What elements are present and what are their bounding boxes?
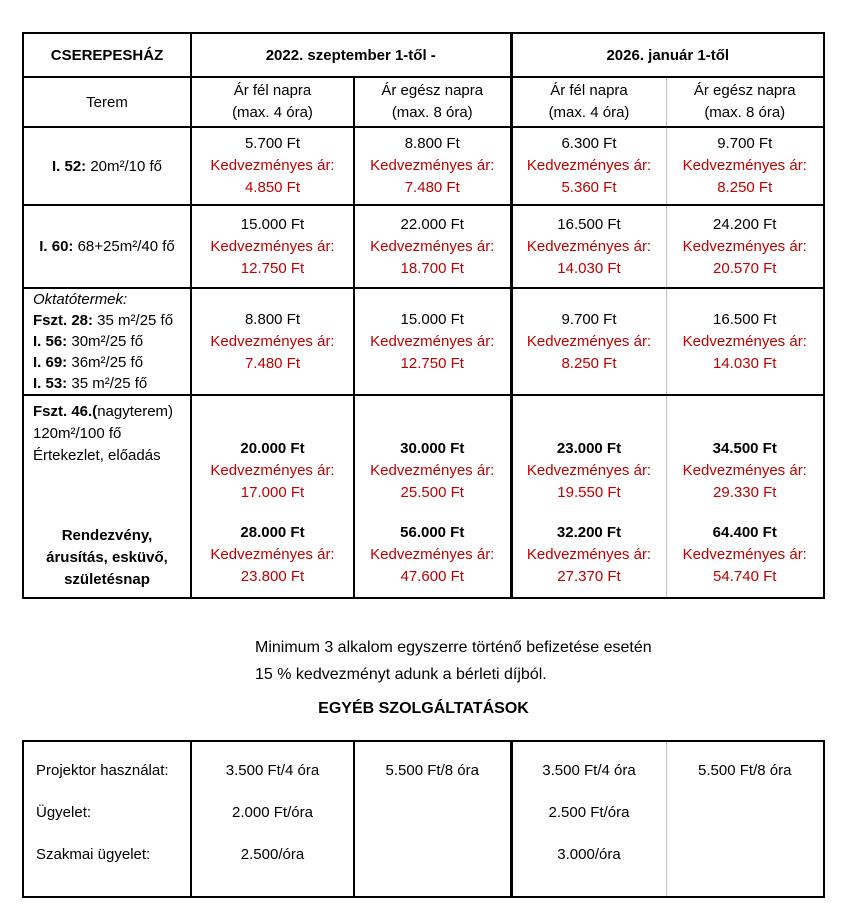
- price-normal: 15.000 Ft: [240, 215, 305, 233]
- price-discounted: 17.000 Ft: [240, 483, 305, 501]
- event-price-block: [667, 522, 824, 588]
- price-discounted: 12.750 Ft: [240, 259, 305, 277]
- header-line: (max. 4 óra): [232, 104, 313, 121]
- service-price: 2.500/óra: [240, 846, 305, 863]
- room-spec: nagyterem): [97, 403, 174, 420]
- price-normal: 28.000 Ft: [240, 523, 305, 541]
- column-header-row: [23, 77, 824, 127]
- room-size: 120m²/100 fő: [33, 425, 122, 442]
- price-table: [22, 32, 825, 599]
- services-section-title: EGYÉB SZOLGÁLTATÁSOK: [318, 700, 529, 717]
- services-2026-half-cell: [511, 741, 666, 897]
- discount-label: Kedvezményes ár:: [370, 332, 495, 350]
- room-group-title: Oktatótermek:: [33, 291, 128, 308]
- price-cell: [191, 395, 354, 598]
- service-label: Projektor használat:: [36, 762, 169, 779]
- price-discounted: 7.480 Ft: [244, 354, 301, 372]
- discount-label: Kedvezményes ár:: [682, 157, 807, 174]
- price-discounted: 4.850 Ft: [244, 179, 301, 196]
- room-row-nagyterem: [23, 395, 824, 598]
- price-normal: 20.000 Ft: [240, 439, 305, 457]
- price-discounted: 8.250 Ft: [561, 354, 617, 372]
- price-normal: 8.800 Ft: [404, 135, 460, 152]
- period-2022: 2022. szeptember 1-től -: [265, 46, 436, 64]
- price-normal: 16.500 Ft: [713, 310, 777, 328]
- price-normal: 64.400 Ft: [712, 523, 777, 541]
- room-line: [33, 310, 190, 331]
- price-discounted: 14.030 Ft: [713, 354, 777, 372]
- discount-label: Kedvezményes ár:: [370, 157, 495, 174]
- price-cell: [511, 127, 666, 205]
- discount-note: [255, 634, 652, 688]
- price-discounted: 25.500 Ft: [400, 483, 464, 501]
- room-label-nagyterem: [23, 395, 191, 598]
- discount-label: Kedvezményes ár:: [370, 545, 495, 563]
- discount-label: Kedvezményes ár:: [210, 545, 335, 563]
- meeting-price-block: [513, 438, 666, 504]
- room-spec: 30m²/25 fő: [67, 333, 144, 350]
- discount-label: Kedvezményes ár:: [210, 157, 335, 174]
- price-cell: [666, 288, 824, 395]
- services-label-cell: [23, 741, 191, 897]
- services-2022-full-cell: [354, 741, 511, 897]
- price-normal: 8.800 Ft: [244, 310, 301, 328]
- price-discounted: 27.370 Ft: [557, 567, 621, 585]
- price-cell: [354, 127, 511, 205]
- service-price: 3.500 Ft/4 óra: [225, 762, 320, 779]
- price-cell: [191, 288, 354, 395]
- price-normal: 9.700 Ft: [717, 135, 773, 152]
- price-discounted: 54.740 Ft: [713, 567, 777, 585]
- header-2026-half-day: [511, 77, 666, 127]
- header-2022-full-day: [354, 77, 511, 127]
- price-normal: 9.700 Ft: [561, 310, 617, 328]
- room-spec: 20m²/10 fő: [86, 157, 163, 175]
- price-normal: 6.300 Ft: [561, 135, 617, 152]
- price-normal: 15.000 Ft: [400, 310, 464, 328]
- discount-label: Kedvezményes ár:: [526, 157, 652, 174]
- price-cell: [511, 288, 666, 395]
- note-line-1: Minimum 3 alkalom egyszerre történő befizetése esetén: [255, 639, 652, 656]
- room-header: Terem: [86, 93, 128, 111]
- price-normal: 32.200 Ft: [556, 523, 622, 541]
- price-discounted: 23.800 Ft: [240, 567, 305, 585]
- header-line: Ár egész napra: [381, 82, 484, 99]
- header-line: Ár fél napra: [233, 82, 312, 99]
- price-cell: [354, 205, 511, 288]
- room-id: Fszt. 46.(: [33, 403, 98, 420]
- price-discounted: 7.480 Ft: [404, 179, 460, 196]
- room-id: Fszt. 28:: [33, 312, 94, 329]
- price-cell: [191, 127, 354, 205]
- room-line: [33, 373, 190, 394]
- header-line: (max. 4 óra): [548, 104, 630, 121]
- price-normal: 30.000 Ft: [400, 439, 465, 457]
- room-spec: 35 m²/25 fő: [67, 375, 148, 392]
- room-spec: 35 m²/25 fő: [93, 312, 174, 329]
- price-discounted: 12.750 Ft: [400, 354, 464, 372]
- service-price: 3.000/óra: [557, 846, 621, 863]
- room-id: I. 69:: [33, 354, 68, 371]
- discount-label: Kedvezményes ár:: [370, 461, 495, 479]
- header-2026-full-day: [666, 77, 824, 127]
- meeting-price-block: [355, 438, 510, 504]
- period-2022-cell: [191, 33, 511, 77]
- meeting-price-block: [192, 438, 353, 504]
- price-discounted: 14.030 Ft: [557, 259, 621, 277]
- service-price: 3.500 Ft/4 óra: [542, 762, 636, 779]
- discount-label: Kedvezményes ár:: [682, 461, 807, 479]
- note-line-2: 15 % kedvezményt adunk a bérleti díjból.: [255, 666, 547, 683]
- price-normal: 5.700 Ft: [244, 135, 301, 152]
- price-cell: [191, 205, 354, 288]
- room-row-oktatotermek: [23, 288, 824, 395]
- discount-label: Kedvezményes ár:: [370, 237, 495, 255]
- room-spec: 36m²/25 fő: [67, 354, 144, 371]
- event-price-block: [355, 522, 510, 588]
- title-row: [23, 33, 824, 77]
- room-use-event: [24, 525, 190, 591]
- price-cell: [666, 395, 824, 598]
- services-2026-full-cell: [666, 741, 824, 897]
- price-discounted: 20.570 Ft: [713, 259, 777, 277]
- room-line: [33, 401, 190, 423]
- room-description: [24, 401, 190, 467]
- service-price: 2.500 Ft/óra: [548, 804, 630, 821]
- room-line: [33, 331, 190, 352]
- discount-label: Kedvezményes ár:: [526, 237, 652, 255]
- price-normal: 24.200 Ft: [713, 215, 777, 233]
- discount-label: Kedvezményes ár:: [210, 237, 335, 255]
- room-row-i52: [23, 127, 824, 205]
- price-discounted: 47.600 Ft: [400, 567, 464, 585]
- room-id: I. 52:: [51, 157, 87, 175]
- org-title: CSEREPESHÁZ: [50, 46, 164, 64]
- price-discounted: 8.250 Ft: [717, 179, 773, 196]
- service-price: 5.500 Ft/8 óra: [698, 762, 792, 779]
- event-price-block: [513, 522, 666, 588]
- event-price-block: [192, 522, 353, 588]
- room-id: I. 56:: [33, 333, 68, 350]
- room-line: [33, 352, 190, 373]
- price-discounted: 29.330 Ft: [713, 483, 777, 501]
- price-cell: [511, 395, 666, 598]
- services-row: [23, 741, 824, 897]
- service-price: 2.000 Ft/óra: [232, 804, 313, 821]
- discount-label: Kedvezményes ár:: [210, 461, 335, 479]
- price-normal: 56.000 Ft: [400, 523, 465, 541]
- room-spec: 68+25m²/40 fő: [73, 238, 175, 255]
- room-id: I. 60:: [39, 238, 74, 255]
- period-2026-cell: [511, 33, 824, 77]
- service-label: Szakmai ügyelet:: [36, 846, 151, 863]
- room-label-i60: [23, 205, 191, 288]
- price-normal: 34.500 Ft: [712, 439, 777, 457]
- discount-label: Kedvezményes ár:: [210, 332, 335, 350]
- service-label: Ügyelet:: [36, 804, 92, 821]
- header-line: (max. 8 óra): [391, 104, 473, 121]
- meeting-price-block: [667, 438, 824, 504]
- header-line: Ár fél napra: [550, 82, 628, 99]
- price-normal: 16.500 Ft: [557, 215, 621, 233]
- event-label-line: Rendezvény,: [61, 527, 153, 544]
- price-normal: 22.000 Ft: [400, 215, 464, 233]
- price-normal: 23.000 Ft: [556, 439, 622, 457]
- discount-label: Kedvezményes ár:: [526, 461, 652, 479]
- price-discounted: 19.550 Ft: [557, 483, 621, 501]
- price-cell: [354, 395, 511, 598]
- room-label-i52: [23, 127, 191, 205]
- service-price: 5.500 Ft/8 óra: [385, 762, 479, 779]
- price-cell: [666, 127, 824, 205]
- header-line: Ár egész napra: [693, 82, 796, 99]
- discount-label: Kedvezményes ár:: [526, 545, 652, 563]
- period-2026: 2026. január 1-től: [606, 46, 730, 64]
- event-label-line: születésnap: [64, 571, 150, 588]
- room-label-oktatotermek: [23, 288, 191, 395]
- price-discounted: 5.360 Ft: [561, 179, 617, 196]
- room-row-i60: [23, 205, 824, 288]
- room-id: I. 53:: [33, 375, 68, 392]
- org-title-cell: [23, 33, 191, 77]
- header-2022-half-day: [191, 77, 354, 127]
- room-use-meeting: Értekezlet, előadás: [33, 447, 161, 464]
- discount-label: Kedvezményes ár:: [682, 237, 807, 255]
- price-discounted: 18.700 Ft: [400, 259, 464, 277]
- event-label-line: árusítás, esküvő,: [46, 549, 168, 566]
- price-cell: [354, 288, 511, 395]
- services-table: [22, 740, 825, 898]
- room-header-cell: [23, 77, 191, 127]
- services-2022-half-cell: [191, 741, 354, 897]
- discount-label: Kedvezményes ár:: [682, 332, 807, 350]
- price-cell: [666, 205, 824, 288]
- price-cell: [511, 205, 666, 288]
- discount-label: Kedvezményes ár:: [682, 545, 807, 563]
- discount-label: Kedvezményes ár:: [526, 332, 652, 350]
- header-line: (max. 8 óra): [704, 104, 786, 121]
